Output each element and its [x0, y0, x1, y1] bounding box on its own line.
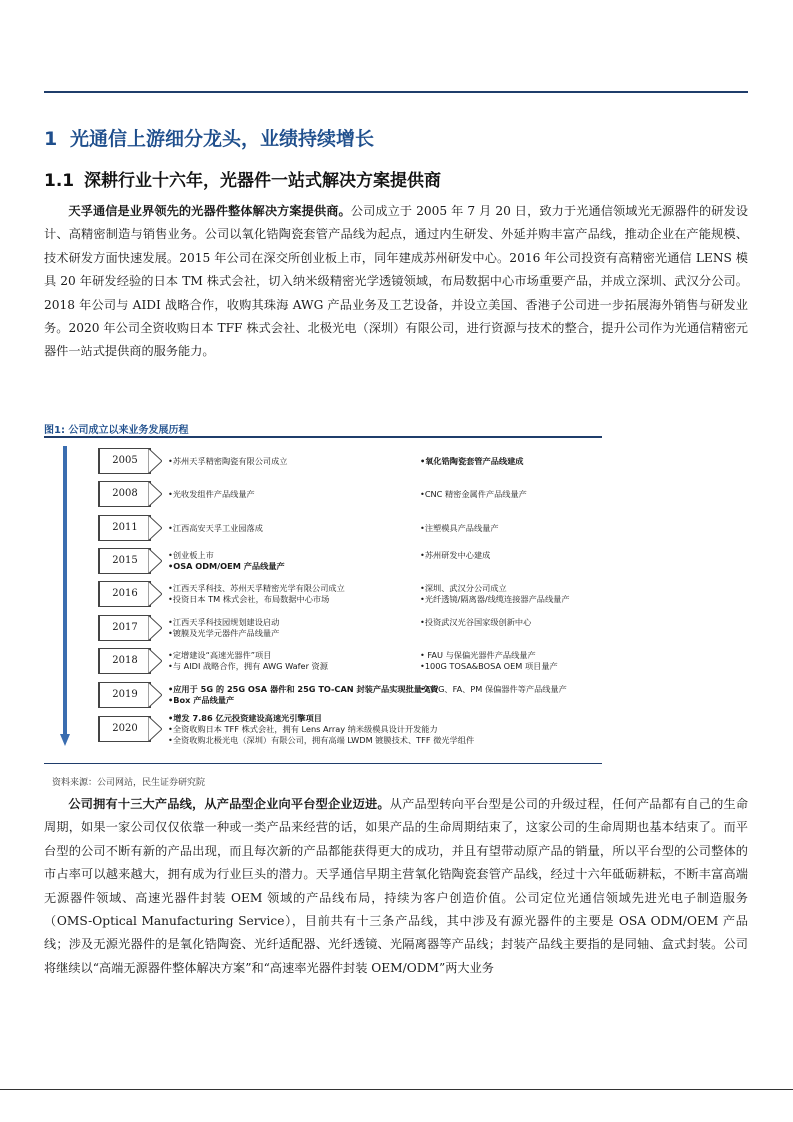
chevron-right-icon [148, 581, 162, 607]
chevron-right-icon [148, 648, 162, 674]
timeline-year: 2015 [98, 548, 151, 574]
figure-title: 图1: 公司成立以来业务发展历程 [44, 425, 189, 436]
timeline-year: 2005 [98, 448, 151, 474]
section-number: 1 [44, 128, 58, 150]
timeline-event: •CNC 精密金属件产品线量产 [420, 488, 527, 499]
timeline-event: •苏州天孚精密陶瓷有限公司成立 [168, 455, 288, 466]
timeline-down-arrow-icon [60, 446, 70, 746]
timeline-event: •江西高安天孚工业园落成 [168, 522, 263, 533]
timeline-left-events [168, 456, 418, 467]
intro-lead: 天孚通信是业界领先的光器件整体解决方案提供商。 [68, 204, 351, 218]
timeline-left-events [168, 684, 439, 706]
timeline-event: •注塑模具产品线量产 [420, 522, 499, 533]
chevron-right-icon [148, 448, 162, 474]
product-lead: 公司拥有十三大产品线，从产品型企业向平台型企业迈进。 [68, 797, 390, 811]
timeline-right-events [420, 550, 620, 561]
timeline-event: •100G TOSA&BOSA OEM 项目量产 [420, 661, 558, 671]
timeline-event: •与 AIDI 战略合作，拥有 AWG Wafer 资源 [168, 661, 328, 671]
timeline-event: •全资收购日本 TFF 株式会社，拥有 Lens Array 纳米级模具设计开发能力 [168, 723, 438, 734]
timeline-event: •江西天孚科技园规划建设启动 [168, 617, 280, 627]
intro-body: 公司成立于 2005 年 7 月 20 日，致力于光通信领域光无源器件的研发设计、高精密制造与销售业务。公司以氧化锆陶瓷套管产品线为起点，通过内生研发、外延并购丰富产品线，推动企业在产能规模、技术研发方面快速发展。2015 年公司在深交所创业板上市，同年建成苏州研发中心。2016 年公司投资有高精密光通信 LENS 模具 20 年研发经验的日本 TM 株式会社，切入纳米级精密光学透镜领域，布局数据中心市场重要产品，并成立深圳、武汉分公司。2018 年公司与 AIDI 战略合作，收购其珠海 AWG 产品业务及工艺设备，并设立美国、香港子公司进一步拓展海外销售与研发业务。2020 年公司全资收购日本 TFF 株式会社、北极光电（深圳）有限公司，进行资源与技术的整合，提升公司作为光通信精密元器件一站式提供商的服务能力。 [44, 204, 749, 359]
timeline-event: •AWG、FA、PM 保偏器件等产品线量产 [420, 684, 567, 694]
product-paragraph [44, 793, 748, 980]
timeline-right-events [420, 684, 620, 695]
timeline-right-events [420, 489, 620, 500]
timeline-year: 2008 [98, 481, 151, 507]
subsection-number: 1.1 [44, 171, 75, 191]
figure-source: 资料来源：公司网站，民生证券研究院 [52, 778, 206, 788]
timeline-right-events [420, 650, 620, 672]
timeline-event: •创业板上市 [168, 550, 214, 560]
timeline-left-events [168, 550, 418, 572]
timeline-event: •定增建设“高速光器件”项目 [168, 650, 272, 660]
timeline-left-events [168, 489, 418, 500]
timeline-event: •苏州研发中心建成 [420, 550, 491, 560]
chevron-right-icon [148, 515, 162, 541]
subsection-heading [44, 166, 441, 191]
timeline-year: 2016 [98, 581, 151, 607]
timeline-right-events [420, 523, 620, 534]
timeline-event: • FAU 与保偏光器件产品线量产 [420, 650, 536, 660]
timeline-right-events [420, 583, 620, 605]
timeline-year: 2018 [98, 648, 151, 674]
timeline-left-events [168, 712, 475, 746]
timeline-event: •氧化锆陶瓷套管产品线建成 [420, 455, 524, 466]
timeline-event: •投资日本 TM 株式会社，布局数据中心市场 [168, 594, 330, 604]
chevron-right-icon [148, 481, 162, 507]
figure-bottom-rule [44, 763, 602, 764]
timeline-right-events [420, 617, 620, 628]
timeline-event: •江西天孚科技、苏州天孚精密光学有限公司成立 [168, 583, 345, 593]
timeline-event: •Box 产品线量产 [168, 695, 235, 705]
timeline-event: •增发 7.86 亿元投资建设高速光引擎项目 [168, 712, 322, 723]
timeline-right-events [420, 456, 620, 467]
intro-paragraph [44, 200, 748, 364]
timeline-year: 2020 [98, 716, 151, 742]
section-heading [44, 124, 374, 151]
chevron-right-icon [148, 682, 162, 708]
timeline-left-events [168, 617, 418, 639]
timeline-event: •投资武汉光谷国家级创新中心 [420, 617, 532, 627]
timeline-left-events [168, 583, 418, 605]
timeline-left-events [168, 650, 418, 672]
section-title: 光通信上游细分龙头，业绩持续增长 [70, 128, 375, 150]
timeline-year: 2011 [98, 515, 151, 541]
chevron-right-icon [148, 548, 162, 574]
timeline-event: •应用于 5G 的 25G OSA 器件和 25G TO-CAN 封装产品实现批量交货 [168, 684, 439, 694]
timeline-event: •光收发组件产品线量产 [168, 488, 255, 499]
timeline-left-events [168, 523, 418, 534]
footer-rule [0, 1089, 793, 1090]
timeline-event: •深圳、武汉分公司成立 [420, 583, 507, 593]
timeline-event: •镀膜及光学元器件产品线量产 [168, 628, 280, 638]
timeline-event: •OSA ODM/OEM 产品线量产 [168, 561, 285, 571]
timeline-year: 2017 [98, 615, 151, 641]
figure-top-rule [44, 436, 602, 438]
subsection-title: 深耕行业十六年，光器件一站式解决方案提供商 [84, 171, 441, 191]
header-rule [44, 91, 748, 93]
product-body: 从产品型转向平台型是公司的升级过程，任何产品都有自己的生命周期，如果一家公司仅仅依靠一种或一类产品来经营的话，如果产品的生命周期结束了，这家公司的生命周期也基本结束了。而平台型的公司不断有新的产品出现，而且每次新的产品都能获得更大的成功，并且有望带动原产品的销量，所以平台型的公司整体的市占率可以越来越大，拥有成为行业巨头的潜力。天孚通信早期主营氧化锆陶瓷套管产品线，经过十六年砥砺耕耘，不断丰富高端无源器件领域、高速光器件封装 OEM 领域的产品线布局，持续为客户创造价值。公司定位光通信领域先进光电子制造服务（OMS-Optical Manufacturing Service），目前共有十三条产品线，其中涉及有源光器件的主要是 OSA ODM/OEM 产品线；涉及无源光器件的是氧化锆陶瓷、光纤适配器、光纤透镜、光隔离器等产品线；封装产品线主要指的是同轴、盒式封装。公司将继续以“高端无源器件整体解决方案”和“高速率光器件封装 OEM/ODM”两大业务 [44, 797, 749, 975]
timeline-year: 2019 [98, 682, 151, 708]
timeline-event: •全资收购北极光电（深圳）有限公司，拥有高端 LWDM 镀膜技术、TFF 微光学组件 [168, 734, 475, 745]
timeline-event: •光纤透镜/隔离器/线缆连接器产品线量产 [420, 594, 570, 604]
chevron-right-icon [148, 615, 162, 641]
chevron-right-icon [148, 716, 162, 742]
